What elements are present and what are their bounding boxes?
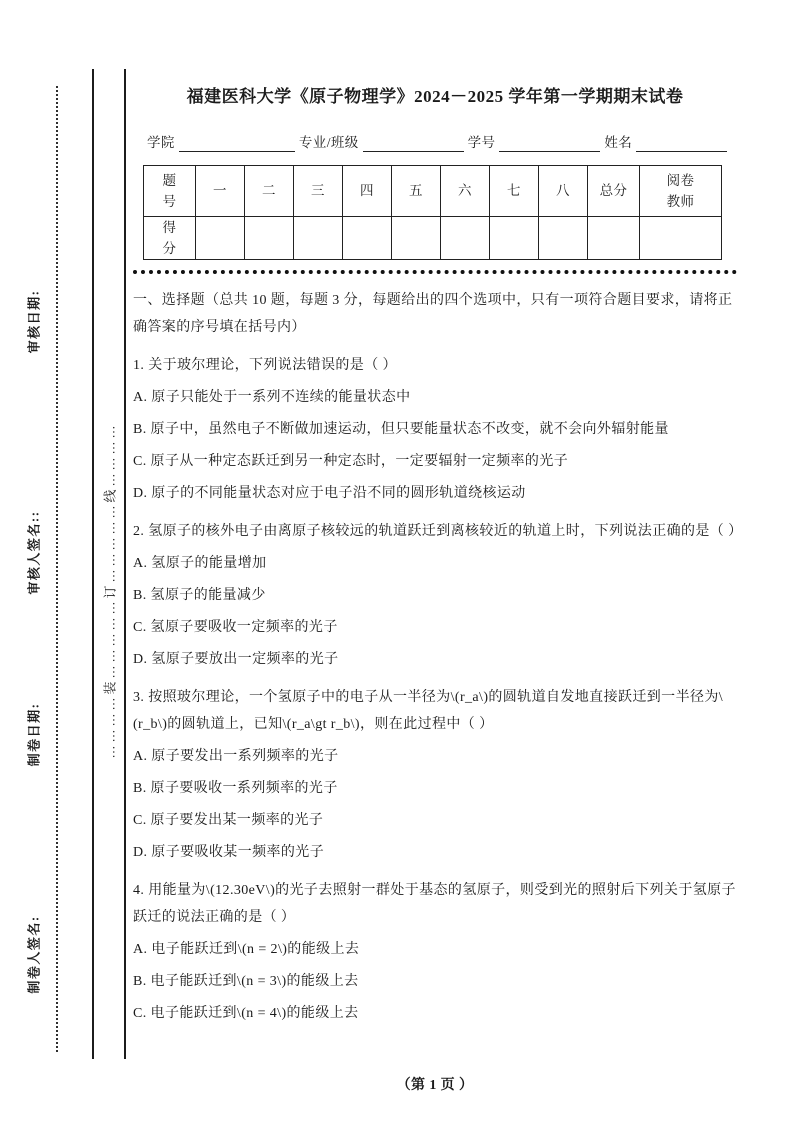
college-label: 学院 — [147, 135, 175, 150]
question-1-option-b: B. 原子中，虽然电子不断做加速运动，但只要能量状态不改变，就不会向外辐射能量 — [133, 422, 669, 437]
score-cell — [588, 217, 640, 260]
col-six: 六 — [441, 166, 490, 217]
col-one: 一 — [196, 166, 245, 217]
score-table — [143, 165, 722, 260]
question-1-stem: 1. 关于玻尔理论，下列说法错误的是（ ） — [133, 358, 397, 373]
dotted-separator — [133, 270, 737, 274]
exam-content — [133, 84, 743, 1093]
question-2-option-a: A. 氢原子的能量增加 — [133, 556, 267, 571]
make-date-label: 制卷日期: — [26, 702, 42, 767]
question-3-option-a: A. 原子要发出一系列频率的光子 — [133, 749, 339, 764]
question-1-option-c: C. 原子从一种定态跃迁到另一种定态时，一定要辐射一定频率的光子 — [133, 454, 569, 469]
score-table-header-row — [144, 166, 722, 217]
question-3-option-c: C. 原子要发出某一频率的光子 — [133, 813, 324, 828]
major-class-label: 专业/班级 — [298, 135, 359, 150]
score-cell — [392, 217, 441, 260]
question-1 — [133, 352, 737, 507]
question-4 — [133, 877, 737, 1027]
binding-line-text: …………装……………订……………线………… — [102, 422, 118, 759]
score-cell — [490, 217, 539, 260]
score-cell — [196, 217, 245, 260]
student-id-label: 学号 — [467, 135, 496, 150]
col-five: 五 — [392, 166, 441, 217]
col-four: 四 — [343, 166, 392, 217]
col-two: 二 — [245, 166, 294, 217]
score-row-label: 得分 — [144, 217, 196, 260]
name-label: 姓名 — [604, 135, 633, 150]
reviewer-sign-label: 审核人签名:: — [26, 510, 42, 595]
binding-rule-right — [124, 69, 126, 1059]
maker-sign-label: 制卷人签名: — [26, 915, 42, 994]
score-row — [144, 217, 722, 260]
question-4-option-c: C. 电子能跃迁到\(n = 4\)的能级上去 — [133, 1006, 359, 1021]
question-2 — [133, 518, 743, 673]
section-heading: 一、选择题（总共 10 题，每题 3 分，每题给出的四个选项中，只有一项符合题目要求，请将正确答案的序号填在括号内） — [133, 293, 733, 335]
student-id-blank[interactable] — [499, 134, 600, 152]
score-cell — [245, 217, 294, 260]
student-info-line — [147, 134, 727, 152]
question-3-option-b: B. 原子要吸收一系列频率的光子 — [133, 781, 338, 796]
binding-rule-left — [92, 69, 94, 1059]
question-3-stem: 3. 按照玻尔理论，一个氢原子中的电子从一半径为\(r_a\)的圆轨道自发地直接跃迁到一半径为\(r_b\)的圆轨道上，已知\(r_a\gt r_b\)，则在此过程中（ ） — [133, 690, 724, 732]
name-blank[interactable] — [636, 134, 727, 152]
question-1-option-a: A. 原子只能处于一系列不连续的能量状态中 — [133, 390, 411, 405]
question-4-option-a: A. 电子能跃迁到\(n = 2\)的能级上去 — [133, 942, 360, 957]
question-number-header: 题号 — [144, 166, 196, 217]
col-seven: 七 — [490, 166, 539, 217]
question-2-option-b: B. 氢原子的能量减少 — [133, 588, 266, 603]
question-2-option-d: D. 氢原子要放出一定频率的光子 — [133, 652, 339, 667]
review-date-label: 审核日期: — [26, 289, 42, 354]
question-4-stem: 4. 用能量为\(12.30eV\)的光子去照射一群处于基态的氢原子，则受到光的照射后下列关于氢原子跃迁的说法正确的是（ ） — [133, 883, 736, 925]
question-3-option-d: D. 原子要吸收某一频率的光子 — [133, 845, 325, 860]
grader-header: 阅卷教师 — [640, 166, 722, 217]
college-blank[interactable] — [179, 134, 295, 152]
question-2-stem: 2. 氢原子的核外电子由离原子核较远的轨道跃迁到离核较近的轨道上时，下列说法正确的是（ ） — [133, 524, 743, 539]
score-cell — [294, 217, 343, 260]
exam-title: 福建医科大学《原子物理学》2024－2025 学年第一学期期末试卷 — [186, 87, 684, 106]
question-1-option-d: D. 原子的不同能量状态对应于电子沿不同的圆形轨道绕核运动 — [133, 486, 526, 501]
question-2-option-c: C. 氢原子要吸收一定频率的光子 — [133, 620, 338, 635]
page-number: （第 1 页 ） — [396, 1078, 474, 1093]
margin-dotted-line — [56, 86, 58, 1052]
score-cell — [441, 217, 490, 260]
score-cell — [343, 217, 392, 260]
col-total: 总分 — [588, 166, 640, 217]
question-3 — [133, 684, 737, 866]
score-cell — [640, 217, 722, 260]
question-4-option-b: B. 电子能跃迁到\(n = 3\)的能级上去 — [133, 974, 359, 989]
score-cell — [539, 217, 588, 260]
col-three: 三 — [294, 166, 343, 217]
col-eight: 八 — [539, 166, 588, 217]
major-class-blank[interactable] — [363, 134, 464, 152]
